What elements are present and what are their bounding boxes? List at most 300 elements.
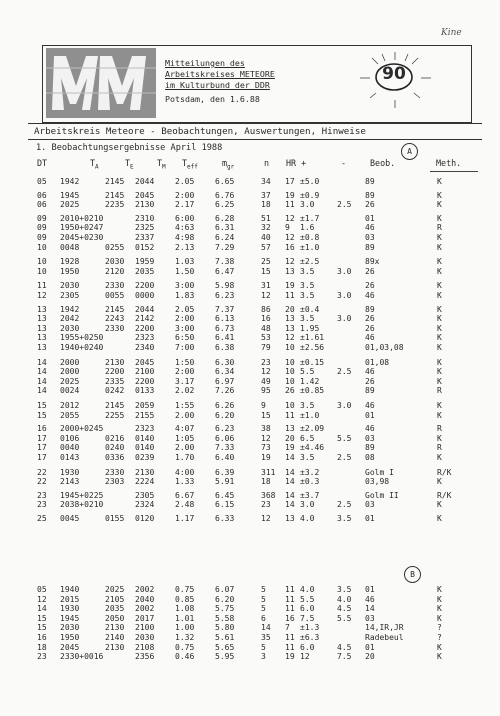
table-cell-hr: 16 <box>285 242 295 252</box>
table-cell-dt: 15 <box>37 401 47 410</box>
table-cell-teff: 2:00 <box>175 367 195 377</box>
table-cell-teff: 2.48 <box>175 500 195 510</box>
table-cell-minus: 3.0 <box>337 291 352 300</box>
table-cell-beob: Golm II <box>365 490 399 500</box>
table-cell-n: 53 <box>261 333 271 343</box>
col-beob: Beob. <box>370 158 396 168</box>
table-cell-tm: 2100 <box>135 623 155 633</box>
table-cell-hr: 12 <box>285 333 295 343</box>
table-cell-n: 23 <box>261 500 271 510</box>
table-cell-te: 0240 <box>105 443 125 453</box>
table-cell-meth: R <box>437 223 442 233</box>
table-cell-hr: 13 <box>285 323 295 333</box>
table-cell-teff: 2:00 <box>175 190 195 200</box>
table-cell-teff: 4:63 <box>175 223 195 233</box>
table-cell-tm: 2044 <box>135 177 155 186</box>
table-cell-n: 3 <box>261 652 266 662</box>
table-cell-meth: K <box>437 594 442 604</box>
table-cell-te: 2330 <box>105 323 125 333</box>
table-cell-beob: 89 <box>365 304 375 314</box>
table-cell-minus: 5.5 <box>337 613 352 623</box>
table-cell-teff: 1.70 <box>175 453 195 462</box>
table-cell-mgr: 7.37 <box>215 304 235 314</box>
table-cell-plus: 3.5 <box>300 401 315 410</box>
table-cell-ta: 2045+0230 <box>60 233 104 242</box>
table-cell-beob: 26 <box>365 266 375 276</box>
table-cell-mgr: 6.38 <box>215 343 235 352</box>
table-cell-minus: 3.0 <box>337 401 352 410</box>
table-cell-ta: 0045 <box>60 514 80 523</box>
table-cell-mgr: 6.76 <box>215 190 235 200</box>
table-cell-dt: 13 <box>37 333 47 343</box>
table-cell-teff: 2.17 <box>175 200 195 210</box>
table-cell-ta: 0040 <box>60 443 80 453</box>
table-cell-dt: 23 <box>37 652 47 662</box>
table-cell-tm: 2142 <box>135 314 155 324</box>
table-cell-meth: K <box>437 190 442 200</box>
table-cell-tm: 2324 <box>135 500 155 510</box>
table-cell-plus: 3.5 <box>300 453 315 462</box>
table-cell-mgr: 7.26 <box>215 386 235 396</box>
table-cell-mgr: 6.07 <box>215 585 235 594</box>
table-cell-mgr: 5.75 <box>215 604 235 614</box>
table-cell-beob: 26 <box>365 200 375 210</box>
table-cell-teff: 1.00 <box>175 623 195 633</box>
table-cell-minus: 3.5 <box>337 585 352 594</box>
table-cell-n: 23 <box>261 357 271 367</box>
table-cell-te: 2145 <box>105 401 125 410</box>
table-cell-meth: K <box>437 477 442 487</box>
table-cell-tm: 0133 <box>135 386 155 396</box>
table-cell-meth: K <box>437 367 442 377</box>
table-cell-meth: R <box>437 424 442 434</box>
table-cell-te: 2235 <box>105 200 125 210</box>
table-cell-teff: 0.75 <box>175 642 195 652</box>
table-cell-plus: 1.6 <box>300 223 315 233</box>
table-cell-meth: K <box>437 453 442 462</box>
table-cell-tm: 2045 <box>135 357 155 367</box>
table-cell-hr: 13 <box>285 424 295 434</box>
table-cell-n: 25 <box>261 257 271 267</box>
table-cell-plus: 4.0 <box>300 514 315 523</box>
table-cell-minus: 7.5 <box>337 652 352 662</box>
table-cell-ta: 0048 <box>60 242 80 252</box>
table-cell-ta: 2025 <box>60 200 80 210</box>
table-cell-te: 2035 <box>105 604 125 614</box>
table-cell-meth: K <box>437 514 442 523</box>
table-cell-te: 2303 <box>105 477 125 487</box>
table-cell-meth: ? <box>437 623 442 633</box>
table-cell-ta: 1945 <box>60 190 80 200</box>
table-cell-plus: ±0.9 <box>300 190 320 200</box>
table-cell-teff: 2.05 <box>175 304 195 314</box>
table-cell-mgr: 6.33 <box>215 514 235 523</box>
col-tm: $T_M$ <box>157 158 166 171</box>
table-cell-hr: 12 <box>285 233 295 242</box>
table-cell-tm: 2040 <box>135 594 155 604</box>
table-cell-ta: 2000+0245 <box>60 424 104 434</box>
issue-number: 90 <box>382 64 406 84</box>
table-cell-mgr: 6.39 <box>215 467 235 477</box>
table-cell-hr: 11 <box>285 633 295 642</box>
table-cell-mgr: 6.28 <box>215 213 235 223</box>
table-cell-mgr: 5.95 <box>215 652 235 662</box>
table-cell-mgr: 7.38 <box>215 257 235 267</box>
table-cell-hr: 19 <box>285 652 295 662</box>
table-cell-dt: 16 <box>37 633 47 642</box>
table-cell-ta: 1928 <box>60 257 80 267</box>
table-cell-dt: 09 <box>37 213 47 223</box>
table-cell-plus: 12 <box>300 652 310 662</box>
table-cell-minus: 3.0 <box>337 314 352 324</box>
table-cell-dt: 22 <box>37 477 47 487</box>
table-cell-hr: 20 <box>285 304 295 314</box>
table-cell-hr: 19 <box>285 190 295 200</box>
table-cell-plus: 6.0 <box>300 604 315 614</box>
table-cell-tm: 2130 <box>135 200 155 210</box>
col-minus: - <box>341 158 347 168</box>
table-cell-n: 311 <box>261 467 276 477</box>
marker-a: A <box>401 143 418 160</box>
table-cell-meth: K <box>437 410 442 420</box>
table-cell-n: 31 <box>261 281 271 291</box>
table-cell-mgr: 6.15 <box>215 500 235 510</box>
table-cell-teff: 1.33 <box>175 477 195 487</box>
table-cell-meth: K <box>437 376 442 386</box>
table-cell-dt: 22 <box>37 467 47 477</box>
table-cell-minus: 4.5 <box>337 604 352 614</box>
table-cell-beob: 26 <box>365 376 375 386</box>
table-cell-ta: 1930 <box>60 604 80 614</box>
table-cell-dt: 16 <box>37 424 47 434</box>
header-line-1: Mitteilungen des <box>165 58 245 68</box>
table-cell-teff: 1.01 <box>175 613 195 623</box>
table-cell-hr: 11 <box>285 200 295 210</box>
table-cell-n: 34 <box>261 177 271 186</box>
table-cell-plus: ±4.46 <box>300 443 325 453</box>
table-cell-teff: 2:00 <box>175 314 195 324</box>
table-cell-n: 12 <box>261 514 271 523</box>
table-cell-meth: K <box>437 500 442 510</box>
table-cell-mgr: 6.47 <box>215 266 235 276</box>
table-cell-beob: 26 <box>365 323 375 333</box>
table-cell-mgr: 5.91 <box>215 477 235 487</box>
table-cell-dt: 11 <box>37 281 47 291</box>
table-cell-plus: ±6.3 <box>300 633 320 642</box>
table-cell-mgr: 5.58 <box>215 613 235 623</box>
table-cell-beob: 03 <box>365 613 375 623</box>
table-cell-hr: 11 <box>285 594 295 604</box>
table-cell-ta: 1940 <box>60 585 80 594</box>
col-meth: Meth. <box>436 158 462 168</box>
table-cell-n: 12 <box>261 291 271 300</box>
table-cell-ta: 2030 <box>60 323 80 333</box>
table-cell-hr: 13 <box>285 514 295 523</box>
table-cell-beob: 03,98 <box>365 477 390 487</box>
table-cell-tm: 0239 <box>135 453 155 462</box>
table-cell-minus: 4.0 <box>337 594 352 604</box>
table-cell-minus: 2.5 <box>337 367 352 377</box>
table-cell-plus: ±0.85 <box>300 386 325 396</box>
table-cell-meth: K <box>437 266 442 276</box>
table-cell-minus: 4.5 <box>337 642 352 652</box>
table-cell-beob: 14,IR,JR <box>365 623 404 633</box>
table-cell-minus: 2.5 <box>337 453 352 462</box>
table-cell-meth: K <box>437 304 442 314</box>
table-cell-plus: 1.42 <box>300 376 320 386</box>
table-cell-beob: 14 <box>365 604 375 614</box>
table-cell-hr: 20 <box>285 433 295 443</box>
table-cell-tm: 2035 <box>135 266 155 276</box>
banner-title: Arbeitskreis Meteore - Beobachtungen, Auswertungen, Hinweise <box>28 123 482 140</box>
table-cell-dt: 17 <box>37 433 47 443</box>
table-cell-mgr: 5.98 <box>215 281 235 291</box>
table-cell-te: 0255 <box>105 242 125 252</box>
table-cell-beob: 01 <box>365 585 375 594</box>
table-cell-plus: ±0.15 <box>300 357 325 367</box>
table-cell-plus: 3.0 <box>300 500 315 510</box>
table-cell-plus: ±1.0 <box>300 242 320 252</box>
table-cell-teff: 3:00 <box>175 323 195 333</box>
table-cell-meth: K <box>437 613 442 623</box>
table-cell-te: 2050 <box>105 613 125 623</box>
table-cell-beob: Radebeul <box>365 633 404 642</box>
table-cell-n: 79 <box>261 343 271 352</box>
table-cell-mgr: 7.33 <box>215 443 235 453</box>
table-cell-mgr: 6.20 <box>215 594 235 604</box>
table-cell-minus: 3.0 <box>337 266 352 276</box>
table-cell-hr: 14 <box>285 490 295 500</box>
table-cell-dt: 14 <box>37 604 47 614</box>
table-cell-te: 2330 <box>105 281 125 291</box>
table-cell-n: 12 <box>261 433 271 443</box>
table-cell-n: 37 <box>261 190 271 200</box>
table-cell-hr: 12 <box>285 257 295 267</box>
table-cell-dt: 14 <box>37 376 47 386</box>
table-cell-dt: 14 <box>37 367 47 377</box>
table-cell-dt: 06 <box>37 190 47 200</box>
table-cell-plus: ±2.56 <box>300 343 325 352</box>
table-cell-plus: ±0.3 <box>300 477 320 487</box>
table-cell-teff: 1.03 <box>175 257 195 267</box>
header-line-3: im Kulturbund der DDR <box>165 80 270 90</box>
table-cell-tm: 1959 <box>135 257 155 267</box>
table-cell-beob: 89 <box>365 242 375 252</box>
table-cell-teff: 1:50 <box>175 357 195 367</box>
table-cell-teff: 4:98 <box>175 233 195 242</box>
table-cell-teff: 1.32 <box>175 633 195 642</box>
col-ta: $T_A$ <box>90 158 99 171</box>
table-cell-ta: 2010+0210 <box>60 213 104 223</box>
table-cell-plus: 3.5 <box>300 266 315 276</box>
table-cell-hr: 19 <box>285 281 295 291</box>
table-cell-plus: 4.0 <box>300 585 315 594</box>
table-cell-teff: 4:07 <box>175 424 195 434</box>
table-cell-beob: 89 <box>365 190 375 200</box>
table-cell-plus: 7.5 <box>300 613 315 623</box>
table-cell-te: 2145 <box>105 190 125 200</box>
table-cell-hr: 11 <box>285 585 295 594</box>
table-cell-plus: 3.0 <box>300 200 315 210</box>
table-cell-mgr: 6.41 <box>215 333 235 343</box>
table-cell-dt: 13 <box>37 314 47 324</box>
table-cell-plus: 5.5 <box>300 594 315 604</box>
table-cell-ta: 2038+0210 <box>60 500 104 510</box>
col-teff: $T_{eff}$ <box>182 158 198 171</box>
table-cell-beob: 26 <box>365 281 375 291</box>
table-cell-te: 0336 <box>105 453 125 462</box>
table-cell-hr: 11 <box>285 642 295 652</box>
table-cell-mgr: 6.06 <box>215 433 235 443</box>
table-cell-plus: ±5.0 <box>300 177 320 186</box>
table-cell-dt: 05 <box>37 585 47 594</box>
table-cell-plus: ±0.4 <box>300 304 320 314</box>
table-cell-teff: 1:55 <box>175 401 195 410</box>
table-cell-tm: 0140 <box>135 443 155 453</box>
table-cell-mgr: 6.25 <box>215 200 235 210</box>
table-cell-n: 73 <box>261 443 271 453</box>
col-hr: HR + <box>286 158 307 168</box>
table-cell-teff: 7:00 <box>175 343 195 352</box>
table-cell-plus: 3.5 <box>300 281 315 291</box>
table-cell-n: 6 <box>261 613 266 623</box>
table-cell-mgr: 6.13 <box>215 314 235 324</box>
table-cell-dt: 25 <box>37 514 47 523</box>
table-cell-teff: 6:50 <box>175 333 195 343</box>
table-cell-n: 51 <box>261 213 271 223</box>
table-cell-beob: 89 <box>365 177 375 186</box>
table-cell-te: 0216 <box>105 433 125 443</box>
table-cell-meth: R/K <box>437 467 452 477</box>
table-cell-mgr: 6.34 <box>215 367 235 377</box>
table-cell-beob: 01 <box>365 642 375 652</box>
table-cell-teff: 1:05 <box>175 433 195 443</box>
table-cell-beob: 89x <box>365 257 380 267</box>
table-cell-dt: 23 <box>37 490 47 500</box>
table-cell-te: 2120 <box>105 266 125 276</box>
table-cell-plus: ±3.2 <box>300 467 320 477</box>
table-cell-hr: 10 <box>285 376 295 386</box>
table-cell-meth: K <box>437 213 442 223</box>
table-cell-ta: 2000 <box>60 367 80 377</box>
table-cell-hr: 9 <box>285 223 290 233</box>
table-cell-mgr: 5.80 <box>215 623 235 633</box>
table-cell-dt: 18 <box>37 642 47 652</box>
table-cell-n: 16 <box>261 314 271 324</box>
table-cell-ta: 2030 <box>60 281 80 291</box>
table-cell-tm: 2200 <box>135 281 155 291</box>
table-cell-tm: 2323 <box>135 333 155 343</box>
table-cell-meth: K <box>437 291 442 300</box>
table-cell-hr: 10 <box>285 343 295 352</box>
table-cell-mgr: 6.23 <box>215 291 235 300</box>
table-cell-tm: 2002 <box>135 604 155 614</box>
table-cell-teff: 0.46 <box>175 652 195 662</box>
table-cell-beob: 46 <box>365 223 375 233</box>
table-cell-dt: 10 <box>37 266 47 276</box>
table-cell-mgr: 5.65 <box>215 642 235 652</box>
table-cell-plus: 5.5 <box>300 367 315 377</box>
table-cell-tm: 0120 <box>135 514 155 523</box>
table-cell-te: 2255 <box>105 410 125 420</box>
table-cell-plus: ±1.7 <box>300 213 320 223</box>
table-cell-tm: 2200 <box>135 376 155 386</box>
table-cell-n: 35 <box>261 633 271 642</box>
table-cell-meth: K <box>437 314 442 324</box>
table-cell-teff: 1.17 <box>175 514 195 523</box>
table-cell-ta: 2030 <box>60 623 80 633</box>
table-cell-te: 2130 <box>105 623 125 633</box>
table-cell-ta: 0143 <box>60 453 80 462</box>
table-cell-beob: 89 <box>365 443 375 453</box>
table-cell-teff: 3.17 <box>175 376 195 386</box>
table-cell-dt: 10 <box>37 257 47 267</box>
table-cell-tm: 2200 <box>135 323 155 333</box>
table-cell-meth: R <box>437 443 442 453</box>
marker-b: B <box>404 566 421 583</box>
table-cell-dt: 13 <box>37 323 47 333</box>
table-cell-hr: 11 <box>285 604 295 614</box>
table-cell-ta: 2055 <box>60 410 80 420</box>
table-cell-teff: 2.00 <box>175 443 195 453</box>
table-cell-meth: K <box>437 343 442 352</box>
table-cell-tm: 0000 <box>135 291 155 300</box>
table-cell-hr: 12 <box>285 213 295 223</box>
table-cell-ta: 1930 <box>60 467 80 477</box>
table-cell-dt: 12 <box>37 594 47 604</box>
table-cell-teff: 2.02 <box>175 386 195 396</box>
table-cell-mgr: 6.97 <box>215 376 235 386</box>
table-cell-meth: K <box>437 233 442 242</box>
table-cell-plus: ±1.0 <box>300 410 320 420</box>
table-cell-te: 2140 <box>105 633 125 642</box>
table-cell-te: 2025 <box>105 585 125 594</box>
table-cell-tm: 2002 <box>135 585 155 594</box>
table-cell-tm: 2017 <box>135 613 155 623</box>
table-cell-n: 5 <box>261 585 266 594</box>
table-cell-dt: 06 <box>37 200 47 210</box>
table-cell-tm: 2044 <box>135 304 155 314</box>
table-cell-beob: 46 <box>365 367 375 377</box>
table-cell-tm: 2356 <box>135 652 155 662</box>
table-cell-n: 32 <box>261 223 271 233</box>
table-cell-teff: 2.00 <box>175 410 195 420</box>
table-cell-hr: 17 <box>285 177 295 186</box>
table-cell-n: 5 <box>261 642 266 652</box>
table-cell-ta: 2305 <box>60 291 80 300</box>
table-cell-plus: ±1.3 <box>300 623 320 633</box>
table-cell-beob: 01 <box>365 410 375 420</box>
table-cell-beob: 46 <box>365 594 375 604</box>
col-mgr: $m_{gr}$ <box>222 158 235 171</box>
col-dt: DT <box>37 158 48 168</box>
table-cell-ta: 2012 <box>60 401 80 410</box>
table-cell-beob: Golm I <box>365 467 394 477</box>
table-cell-meth: K <box>437 642 442 652</box>
table-cell-n: 49 <box>261 376 271 386</box>
table-cell-n: 19 <box>261 453 271 462</box>
table-cell-mgr: 7.29 <box>215 242 235 252</box>
table-cell-ta: 2330+0016 <box>60 652 104 662</box>
table-cell-hr: 14 <box>285 500 295 510</box>
table-cell-meth: K <box>437 652 442 662</box>
table-cell-teff: 1.83 <box>175 291 195 300</box>
table-cell-plus: 1.95 <box>300 323 320 333</box>
table-cell-beob: 46 <box>365 401 375 410</box>
mm-logo-icon <box>46 48 156 118</box>
table-cell-tm: 2030 <box>135 633 155 642</box>
table-cell-te: 2145 <box>105 304 125 314</box>
